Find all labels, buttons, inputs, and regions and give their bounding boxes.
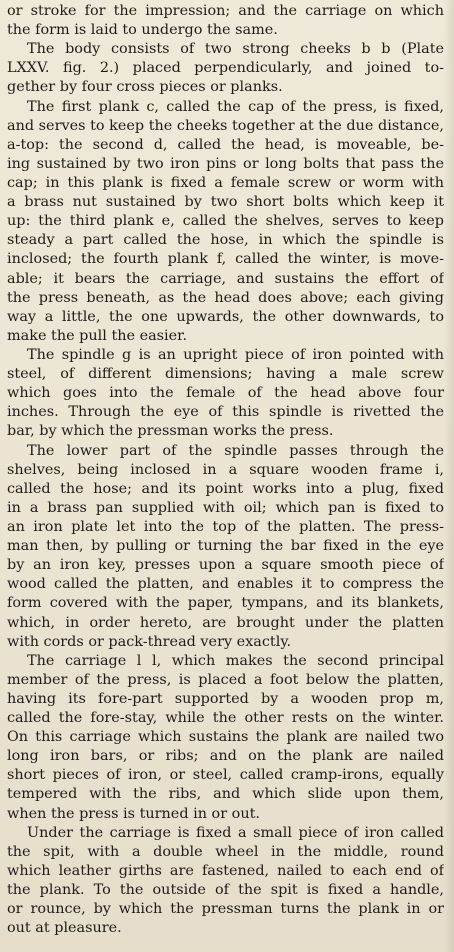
- text-line: by an iron key, presses upon a square smooth piece of: [7, 557, 444, 574]
- text-line: long iron bars, or ribs; and on the plank are nailed: [7, 748, 444, 765]
- body-text: [7, 2, 444, 938]
- text-line: inches. Through the eye of this spindle is rivetted the: [7, 404, 444, 421]
- text-line: The lower part of the spindle passes through the: [27, 442, 444, 459]
- text-line: an iron plate let into the top of the platten. The press-: [7, 518, 444, 535]
- text-line: when the press is turned in or out.: [7, 805, 260, 822]
- text-line: member of the press, is placed a foot below the platten,: [7, 671, 444, 688]
- text-line: in a brass pan supplied with oil; which pan is fixed to: [7, 499, 444, 516]
- text-line: bar, by which the pressman works the press.: [7, 423, 334, 440]
- text-line: steel, of different dimensions; having a male screw: [7, 366, 444, 383]
- text-line: short pieces of iron, or steel, called cramp-irons, equally: [7, 767, 444, 784]
- text-line: LXXV. fig. 2.) placed perpendicularly, and joined to-: [7, 60, 444, 77]
- text-line: the press beneath, as the head does above; each giving: [7, 289, 444, 306]
- text-line: make the pull the easier.: [7, 327, 188, 344]
- text-line: and serves to keep the cheeks together at the due distance,: [7, 117, 444, 134]
- text-line: which, in order hereto, are brought under the platten: [7, 614, 444, 631]
- text-line: The body consists of two strong cheeks b b (Plate: [27, 41, 444, 58]
- text-line: The first plank c, called the cap of the press, is fixed,: [27, 98, 444, 115]
- text-line: wood called the platten, and enables it to compress the: [7, 576, 444, 593]
- text-line: with cords or pack-thread very exactly.: [7, 633, 292, 650]
- text-line: a brass nut sustained by two short bolts which keep it: [7, 194, 444, 211]
- text-line: form covered with the paper, tympans, and its blankets,: [7, 595, 444, 612]
- text-line: called the fore-stay, while the other rests on the winter.: [7, 710, 444, 727]
- page-edge-shadow: [444, 0, 454, 952]
- text-line: up: the third plank e, called the shelves, serves to keep: [7, 213, 444, 230]
- text-line: called the hose; and its point works into a plug, fixed: [7, 480, 444, 497]
- text-line: ing sustained by two iron pins or long bolts that pass the: [7, 155, 444, 172]
- text-line: On this carriage which sustains the plank are nailed two: [7, 729, 444, 746]
- text-line: or rounce, by which the pressman turns the plank in or: [7, 901, 444, 918]
- text-line: the plank. To the outside of the spit is fixed a handle,: [7, 882, 444, 899]
- text-line: Under the carriage is fixed a small piece of iron called: [27, 824, 444, 841]
- text-line: the spit, with a double wheel in the middle, round: [7, 843, 444, 860]
- text-line: having its fore-part supported by a wooden prop m,: [7, 690, 444, 707]
- text-line: tempered with the ribs, and which slide upon them,: [7, 786, 444, 803]
- text-line: the form is laid to undergo the same.: [7, 22, 278, 39]
- text-line: or stroke for the impression; and the carriage on which: [7, 3, 444, 19]
- text-line: cap; in this plank is fixed a female screw or worm with: [7, 174, 444, 191]
- text-line: The carriage l l, which makes the second principal: [27, 652, 444, 669]
- text-line: which leather girths are fastened, nailed to each end of: [7, 862, 444, 879]
- text-line: way a little, the one upwards, the other downwards, to: [7, 308, 444, 325]
- text-line: inclosed; the fourth plank f, called the winter, is move-: [7, 251, 444, 268]
- text-line: gether by four cross pieces or planks.: [7, 79, 283, 96]
- text-line: man then, by pulling or turning the bar fixed in the eye: [7, 538, 444, 555]
- text-line: able; it bears the carriage, and sustains the effort of: [7, 270, 444, 287]
- text-line: shelves, being inclosed in a square wooden frame i,: [7, 461, 444, 478]
- text-line: out at pleasure.: [7, 920, 122, 937]
- text-line: The spindle g is an upright piece of iron pointed with: [27, 346, 444, 363]
- text-line: a-top: the second d, called the head, is moveable, be-: [7, 136, 444, 153]
- text-line: which goes into the female of the head above four: [7, 385, 444, 402]
- text-line: steady a part called the hose, in which the spindle is: [7, 232, 444, 249]
